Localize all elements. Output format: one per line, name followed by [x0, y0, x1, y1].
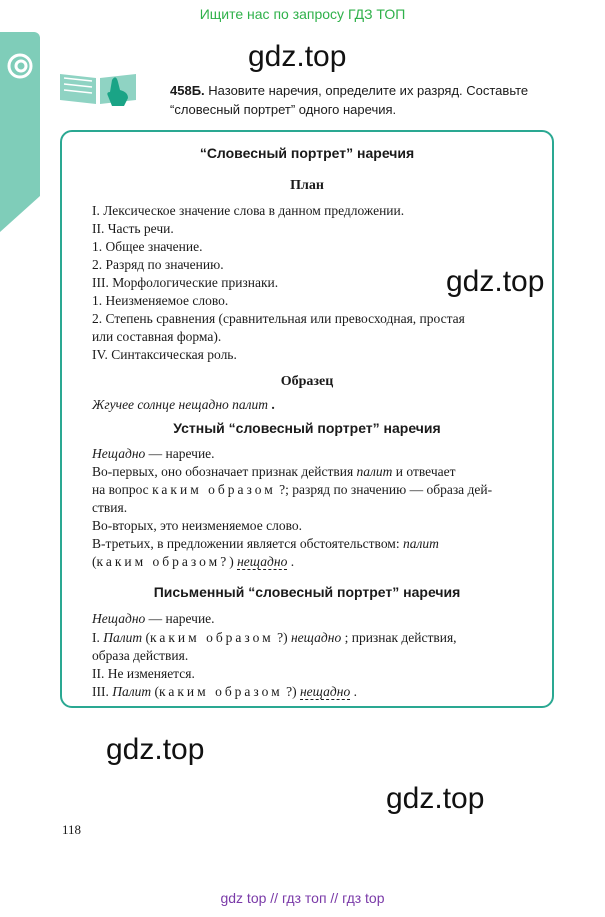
written-text: I.	[92, 630, 104, 645]
footer-links[interactable]: gdz top // гдз топ // гдз top	[220, 890, 385, 906]
oral-line	[92, 481, 492, 499]
plan-item: 2. Разряд по значению.	[92, 257, 224, 272]
oral-text: (	[92, 554, 97, 569]
box-title: “Словесный портрет” наречия	[199, 145, 415, 161]
plan-item: 1. Неизменяемое слово.	[92, 293, 229, 308]
oral-heading: Устный “словесный портрет” наречия	[173, 420, 441, 436]
question-text: каким образом?	[96, 554, 230, 569]
task-line2: “словесный портрет” одного наречия.	[170, 102, 397, 117]
written-text: (	[151, 684, 160, 699]
written-line	[92, 610, 215, 628]
adverb-word: Нещадно	[92, 446, 146, 461]
written-heading: Письменный “словесный портрет” наречия	[153, 584, 461, 600]
watermark: gdz.top	[106, 733, 205, 766]
written-line: II. Не изменяется.	[92, 666, 195, 681]
oral-line: Во-вторых, это неизменяемое слово.	[92, 518, 302, 533]
written-text: ; признак действия,	[341, 630, 457, 645]
plan-item: I. Лексическое значение слова в данном предложении.	[92, 203, 405, 218]
verb-word: Палит	[112, 684, 152, 699]
verb-word: палит	[356, 464, 393, 479]
oral-text: — наречие.	[145, 446, 215, 461]
task-line1: Назовите наречия, определите их разряд. Составьте	[208, 83, 529, 98]
top-banner[interactable]: Ищите нас по запросу ГДЗ ТОП	[199, 6, 406, 22]
plan-item: 2. Степень сравнения (сравнительная или превосходная, простая	[92, 311, 465, 326]
sample-heading: Образец	[280, 374, 334, 389]
question-text: каким образом	[159, 684, 283, 699]
plan-item: IV. Синтаксическая роль.	[92, 347, 237, 362]
adverb-word: нещадно	[290, 630, 342, 645]
open-book-hand-icon	[58, 68, 138, 108]
written-text: — наречие.	[145, 611, 215, 626]
task-number: 458Б.	[170, 83, 205, 98]
plan-item: 1. Общее значение.	[92, 239, 203, 254]
verb-word: палит	[402, 536, 439, 551]
oral-text: )	[229, 554, 238, 569]
oral-line	[92, 553, 294, 571]
written-text: .	[350, 684, 357, 699]
adverb-underlined: нещадно	[299, 684, 351, 699]
watermark: gdz.top	[248, 40, 347, 73]
adverb-word: Нещадно	[92, 611, 146, 626]
written-line: образа действия.	[92, 648, 189, 663]
oral-text: на вопрос	[92, 482, 153, 497]
plan-item: II. Часть речи.	[92, 221, 174, 236]
written-line	[92, 629, 457, 647]
question-text: каким образом	[150, 630, 274, 645]
written-text: (	[142, 630, 151, 645]
oral-line	[92, 445, 215, 463]
written-text: ?)	[273, 630, 291, 645]
sample-text: Жгучее солнце нещадно палит	[92, 397, 269, 412]
oral-text: В-третьих, в предложении является обстоятельством:	[92, 536, 403, 551]
plan-item: или составная форма).	[92, 329, 222, 344]
watermark: gdz.top	[446, 265, 545, 298]
sample-period: .	[271, 397, 275, 412]
written-text: ?)	[282, 684, 300, 699]
task-text	[170, 81, 555, 119]
oral-line	[92, 463, 456, 481]
oral-text: ?; разряд по значению — образа дей-	[275, 482, 493, 497]
oral-line: ствия.	[92, 500, 128, 515]
oral-text: .	[287, 554, 295, 569]
page-number: 118	[62, 822, 82, 837]
oral-line	[92, 535, 439, 553]
verb-word: Палит	[103, 630, 143, 645]
watermark: gdz.top	[386, 782, 485, 815]
swirl-icon	[6, 52, 34, 80]
written-line	[92, 683, 357, 701]
oral-text: и отвечает	[392, 464, 456, 479]
question-text: каким образом	[152, 482, 276, 497]
plan-item: III. Морфологические признаки.	[92, 275, 279, 290]
sample-sentence	[92, 396, 275, 414]
adverb-underlined: нещадно	[237, 554, 288, 569]
oral-text: Во-первых, оно обозначает признак действия	[92, 464, 357, 479]
plan-heading: План	[290, 178, 324, 193]
written-text: III.	[92, 684, 113, 699]
